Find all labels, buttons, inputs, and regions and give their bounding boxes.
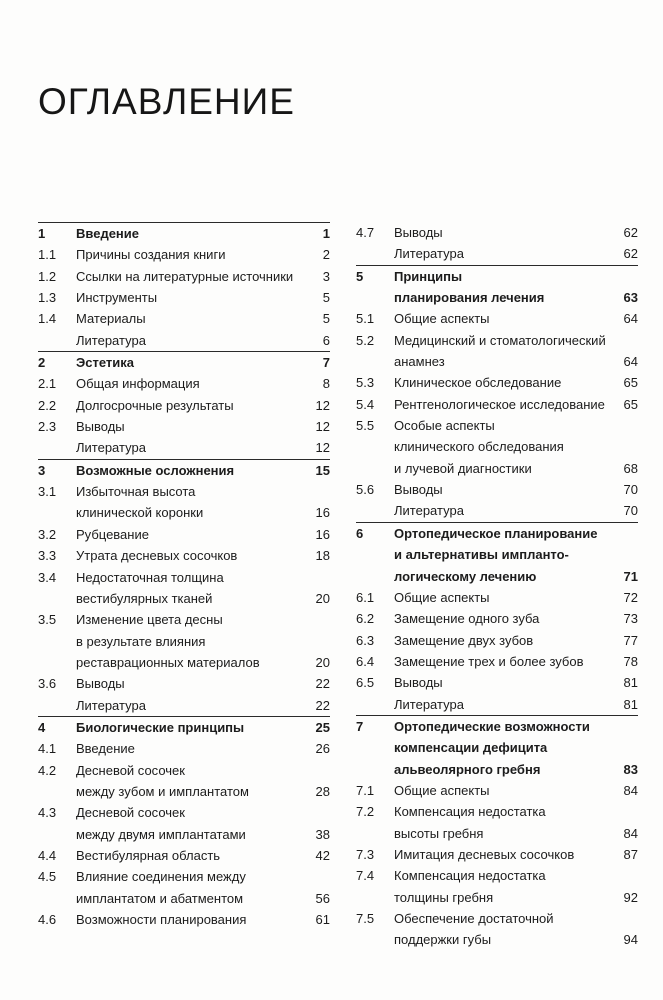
toc-entry-number: 4.4 bbox=[38, 847, 57, 863]
toc-entry-title-line: Биологические принципы bbox=[76, 719, 245, 735]
toc-entry-title-line: Ортопедические возможности bbox=[394, 718, 590, 734]
toc-entry-number: 3.5 bbox=[38, 612, 57, 628]
toc-entry-row bbox=[356, 651, 638, 672]
toc-entry-row bbox=[38, 287, 330, 308]
toc-entry-title bbox=[76, 266, 323, 287]
toc-entry-title-line: Материалы bbox=[76, 311, 146, 327]
toc-entry-title bbox=[76, 609, 316, 673]
toc-entry-page-number: 71 bbox=[623, 568, 638, 584]
toc-entry-title bbox=[394, 651, 624, 672]
toc-entry-title bbox=[76, 738, 316, 759]
toc-entry-title bbox=[394, 672, 624, 693]
toc-entry-title-line: Выводы bbox=[76, 419, 125, 435]
toc-entry-number: 6.5 bbox=[356, 675, 375, 691]
toc-entry-page-number: 15 bbox=[315, 462, 330, 478]
toc-entry-title-line: Особые аспекты bbox=[394, 418, 495, 434]
toc-entry-page-number: 84 bbox=[623, 782, 638, 798]
toc-entry-number: 5.6 bbox=[356, 482, 375, 498]
toc-entry-row bbox=[356, 415, 638, 479]
toc-entry-title bbox=[394, 780, 624, 801]
toc-entry-title bbox=[394, 500, 624, 521]
toc-entry-page-number: 5 bbox=[322, 290, 330, 306]
toc-entry-page-number: 78 bbox=[623, 653, 638, 669]
toc-entry-title-line: Влияние соединения между bbox=[76, 869, 246, 885]
toc-chapter-row bbox=[356, 715, 638, 780]
toc-entry-title bbox=[76, 481, 316, 524]
toc-entry-title bbox=[394, 266, 624, 309]
toc-entry-page-number: 6 bbox=[322, 332, 330, 348]
toc-entry-page-number: 92 bbox=[623, 889, 638, 905]
toc-entry-page-number: 68 bbox=[623, 460, 638, 476]
toc-entry-row bbox=[356, 801, 638, 844]
toc-entry-page-number: 16 bbox=[315, 526, 330, 542]
toc-entry-number: 4.5 bbox=[38, 869, 57, 885]
toc-entry-page-number: 26 bbox=[315, 741, 330, 757]
toc-entry-title-line: в результате влияния bbox=[76, 633, 206, 649]
toc-entry-page-number: 2 bbox=[322, 247, 330, 263]
toc-entry-page-number: 87 bbox=[623, 846, 638, 862]
toc-entry-title bbox=[76, 330, 323, 351]
toc-entry-title-line: Общие аспекты bbox=[394, 311, 490, 327]
toc-entry-page-number: 72 bbox=[623, 589, 638, 605]
toc-entry-number: 2.1 bbox=[38, 376, 57, 392]
toc-entry-title-line: Общая информация bbox=[76, 376, 200, 392]
toc-entry-title-line: Эстетика bbox=[76, 355, 134, 371]
toc-entry-row bbox=[38, 244, 330, 265]
toc-entry-title bbox=[394, 908, 624, 951]
toc-entry-number: 4 bbox=[38, 719, 46, 735]
toc-entry-row bbox=[356, 865, 638, 908]
toc-entry-title bbox=[76, 223, 323, 244]
toc-entry-row bbox=[38, 437, 330, 458]
toc-chapter-row bbox=[38, 716, 330, 738]
toc-entry-title bbox=[394, 330, 624, 373]
page-title: ОГЛАВЛЕНИЕ bbox=[38, 80, 295, 122]
toc-entry-title-line: Десневой сосочек bbox=[76, 805, 185, 821]
toc-entry-row bbox=[38, 545, 330, 566]
toc-entry-number: 7.1 bbox=[356, 782, 375, 798]
toc-entry-title-line: Имитация десневых сосочков bbox=[394, 846, 575, 862]
toc-entry-title-line: логическому лечению bbox=[394, 568, 537, 584]
toc-entry-title-line: анамнез bbox=[394, 354, 445, 370]
toc-entry-title-line: реставрационных материалов bbox=[76, 654, 260, 670]
toc-entry-page-number: 64 bbox=[623, 354, 638, 370]
toc-entry-title bbox=[394, 415, 624, 479]
toc-entry-title-line: и альтернативы импланто- bbox=[394, 547, 569, 563]
toc-entry-row bbox=[38, 330, 330, 351]
toc-entry-title bbox=[76, 416, 316, 437]
toc-entry-title-line: Замещение двух зубов bbox=[394, 632, 534, 648]
toc-entry-title-line: Выводы bbox=[394, 482, 443, 498]
toc-entry-row bbox=[38, 609, 330, 673]
toc-entry-title-line: Замещение одного зуба bbox=[394, 611, 540, 627]
toc-entry-page-number: 83 bbox=[623, 761, 638, 777]
toc-entry-page-number: 22 bbox=[315, 697, 330, 713]
toc-entry-title-line: Компенсация недостатка bbox=[394, 804, 546, 820]
toc-entry-row bbox=[356, 672, 638, 693]
toc-entry-row bbox=[38, 866, 330, 909]
toc-right-column bbox=[356, 222, 638, 951]
toc-entry-row bbox=[38, 416, 330, 437]
toc-entry-row bbox=[356, 630, 638, 651]
toc-entry-number: 1 bbox=[38, 226, 46, 241]
toc-entry-page-number: 64 bbox=[623, 311, 638, 327]
toc-entry-title bbox=[394, 523, 624, 587]
toc-entry-number: 1.4 bbox=[38, 311, 57, 327]
toc-chapter-row bbox=[38, 222, 330, 244]
toc-entry-title-line: Ортопедическое планирование bbox=[394, 525, 598, 541]
toc-entry-number: 7.3 bbox=[356, 846, 375, 862]
toc-entry-page-number: 81 bbox=[623, 696, 638, 712]
toc-entry-title-line: имплантатом и абатментом bbox=[76, 890, 244, 906]
toc-entry-row bbox=[38, 266, 330, 287]
toc-chapter-row bbox=[356, 265, 638, 309]
toc-entry-row bbox=[38, 673, 330, 694]
toc-entry-title-line: Введение bbox=[76, 741, 135, 757]
toc-entry-page-number: 12 bbox=[315, 440, 330, 456]
toc-entry-title bbox=[394, 479, 624, 500]
toc-entry-row bbox=[356, 372, 638, 393]
toc-entry-row bbox=[356, 908, 638, 951]
toc-entry-title-line: Изменение цвета десны bbox=[76, 612, 223, 628]
toc-entry-page-number: 63 bbox=[623, 290, 638, 306]
toc-entry-title-line: Рубцевание bbox=[76, 526, 149, 542]
toc-entry-page-number: 20 bbox=[315, 590, 330, 606]
toc-entry-title bbox=[76, 845, 316, 866]
toc-entry-title-line: Общие аспекты bbox=[394, 589, 490, 605]
toc-entry-page-number: 62 bbox=[623, 225, 638, 240]
toc-entry-title-line: Утрата десневых сосочков bbox=[76, 548, 238, 564]
toc-entry-title bbox=[76, 437, 316, 458]
toc-entry-row bbox=[38, 695, 330, 716]
toc-entry-number: 5.2 bbox=[356, 332, 375, 348]
toc-entry-row bbox=[38, 308, 330, 329]
toc-entry-page-number: 65 bbox=[623, 375, 638, 391]
toc-entry-number: 1.2 bbox=[38, 268, 57, 284]
toc-entry-title bbox=[76, 760, 316, 803]
toc-entry-number: 5.1 bbox=[356, 311, 375, 327]
toc-entry-title-line: Литература bbox=[394, 503, 464, 519]
toc-entry-number: 2 bbox=[38, 355, 46, 371]
toc-entry-title bbox=[76, 524, 316, 545]
toc-entry-row bbox=[356, 222, 638, 243]
toc-entry-number: 3.2 bbox=[38, 526, 57, 542]
toc-entry-title-line: Медицинский и стоматологический bbox=[394, 332, 606, 348]
toc-entry-row bbox=[38, 760, 330, 803]
toc-entry-number: 6 bbox=[356, 525, 364, 541]
toc-entry-number: 4.3 bbox=[38, 805, 57, 821]
toc-entry-title bbox=[76, 395, 316, 416]
toc-entry-row bbox=[38, 802, 330, 845]
toc-entry-title bbox=[394, 865, 624, 908]
toc-entry-page-number: 56 bbox=[315, 890, 330, 906]
toc-entry-number: 5.4 bbox=[356, 396, 375, 412]
toc-entry-page-number: 3 bbox=[322, 268, 330, 284]
toc-entry-title-line: Введение bbox=[76, 226, 139, 241]
toc-entry-title bbox=[394, 222, 624, 243]
toc-entry-row bbox=[38, 373, 330, 394]
toc-entry-title-line: альвеолярного гребня bbox=[394, 761, 541, 777]
toc-entry-title-line: Литература bbox=[394, 246, 464, 262]
toc-entry-row bbox=[356, 243, 638, 264]
toc-entry-title-line: компенсации дефицита bbox=[394, 740, 548, 756]
toc-entry-row bbox=[38, 738, 330, 759]
toc-entry-title-line: вестибулярных тканей bbox=[76, 590, 213, 606]
toc-entry-row bbox=[356, 694, 638, 715]
toc-entry-title bbox=[394, 243, 624, 264]
toc-entry-title-line: Десневой сосочек bbox=[76, 762, 185, 778]
toc-entry-page-number: 28 bbox=[315, 783, 330, 799]
toc-entry-title bbox=[394, 716, 624, 780]
toc-entry-title-line: Выводы bbox=[76, 676, 125, 692]
toc-chapter-row bbox=[356, 522, 638, 587]
toc-entry-number: 4.1 bbox=[38, 741, 57, 757]
toc-entry-row bbox=[38, 481, 330, 524]
toc-chapter-row bbox=[38, 459, 330, 481]
toc-entry-title bbox=[76, 460, 316, 481]
toc-entry-title-line: толщины гребня bbox=[394, 889, 494, 905]
toc-entry-title-line: Ссылки на литературные источники bbox=[76, 268, 294, 284]
toc-entry-title-line: Долгосрочные результаты bbox=[76, 397, 234, 413]
toc-entry-number: 3 bbox=[38, 462, 46, 478]
toc-entry-number: 4.7 bbox=[356, 225, 375, 240]
toc-entry-page-number: 70 bbox=[623, 503, 638, 519]
toc-entry-row bbox=[356, 330, 638, 373]
toc-entry-page-number: 12 bbox=[315, 419, 330, 435]
toc-entry-title bbox=[76, 567, 316, 610]
toc-entry-title bbox=[394, 694, 624, 715]
toc-entry-row bbox=[38, 524, 330, 545]
toc-entry-title-line: Выводы bbox=[394, 675, 443, 691]
toc-entry-title bbox=[394, 394, 624, 415]
toc-entry-number: 3.3 bbox=[38, 548, 57, 564]
toc-entry-title-line: поддержки губы bbox=[394, 932, 492, 948]
toc-entry-page-number: 61 bbox=[315, 912, 330, 927]
toc-entry-page-number: 70 bbox=[623, 482, 638, 498]
toc-entry-title-line: Вестибулярная область bbox=[76, 847, 221, 863]
toc-entry-number: 3.4 bbox=[38, 569, 57, 585]
toc-entry-title-line: клинического обследования bbox=[394, 439, 564, 455]
toc-entry-number: 7.5 bbox=[356, 911, 375, 926]
toc-entry-title bbox=[76, 373, 323, 394]
toc-entry-title bbox=[76, 308, 323, 329]
toc-entry-title-line: Обеспечение достаточной bbox=[394, 911, 554, 926]
toc-entry-title bbox=[394, 630, 624, 651]
toc-entry-number: 7.2 bbox=[356, 804, 375, 820]
toc-entry-number: 6.3 bbox=[356, 632, 375, 648]
toc-entry-number: 5.5 bbox=[356, 418, 375, 434]
toc-entry-number: 4.6 bbox=[38, 912, 57, 927]
toc-entry-page-number: 20 bbox=[315, 654, 330, 670]
toc-entry-title-line: Принципы bbox=[394, 268, 463, 284]
toc-entry-title-line: Возможности планирования bbox=[76, 912, 247, 927]
toc-entry-row bbox=[356, 394, 638, 415]
toc-entry-title-line: Литература bbox=[394, 696, 464, 712]
toc-entry-title-line: Возможные осложнения bbox=[76, 462, 235, 478]
toc-entry-row bbox=[356, 844, 638, 865]
toc-entry-title bbox=[76, 287, 323, 308]
toc-entry-title bbox=[76, 352, 323, 373]
toc-entry-number: 3.1 bbox=[38, 484, 57, 500]
toc-entry-title-line: Клиническое обследование bbox=[394, 375, 562, 391]
toc-entry-page-number: 22 bbox=[315, 676, 330, 692]
toc-entry-title bbox=[394, 372, 624, 393]
toc-entry-page-number: 16 bbox=[315, 505, 330, 521]
toc-entry-title-line: высоты гребня bbox=[394, 825, 484, 841]
toc-entry-row bbox=[38, 909, 330, 930]
toc-entry-page-number: 42 bbox=[315, 847, 330, 863]
toc-entry-title bbox=[394, 844, 624, 865]
toc-entry-title bbox=[76, 802, 316, 845]
toc-entry-page-number: 73 bbox=[623, 611, 638, 627]
toc-entry-number: 6.4 bbox=[356, 653, 375, 669]
toc-entry-number: 4.2 bbox=[38, 762, 57, 778]
toc-entry-title bbox=[76, 717, 316, 738]
toc-entry-number: 3.6 bbox=[38, 676, 57, 692]
toc-entry-number: 7.4 bbox=[356, 868, 375, 884]
toc-entry-title bbox=[76, 695, 316, 716]
toc-entry-page-number: 18 bbox=[315, 548, 330, 564]
toc-chapter-row bbox=[38, 351, 330, 373]
toc-entry-number: 6.1 bbox=[356, 589, 375, 605]
toc-entry-title-line: Компенсация недостатка bbox=[394, 868, 546, 884]
toc-entry-title-line: клинической коронки bbox=[76, 505, 204, 521]
toc-entry-page-number: 12 bbox=[315, 397, 330, 413]
toc-entry-title-line: Недостаточная толщина bbox=[76, 569, 224, 585]
toc-entry-number: 2.2 bbox=[38, 397, 57, 413]
toc-entry-row bbox=[356, 780, 638, 801]
toc-entry-page-number: 65 bbox=[623, 396, 638, 412]
toc-entry-title bbox=[394, 608, 624, 629]
toc-entry-title bbox=[394, 587, 624, 608]
toc-entry-number: 1.3 bbox=[38, 290, 57, 306]
toc-entry-title-line: Общие аспекты bbox=[394, 782, 490, 798]
toc-entry-page-number: 38 bbox=[315, 826, 330, 842]
toc-entry-number: 6.2 bbox=[356, 611, 375, 627]
toc-entry-title-line: между зубом и имплантатом bbox=[76, 783, 249, 799]
toc-entry-row bbox=[38, 567, 330, 610]
toc-entry-title-line: Замещение трех и более зубов bbox=[394, 653, 584, 669]
toc-entry-page-number: 5 bbox=[322, 311, 330, 327]
toc-entry-row bbox=[38, 845, 330, 866]
toc-entry-page-number: 1 bbox=[322, 226, 330, 241]
toc-entry-title-line: между двумя имплантатами bbox=[76, 826, 246, 842]
toc-entry-title bbox=[76, 673, 316, 694]
toc-entry-title-line: Причины создания книги bbox=[76, 247, 226, 263]
toc-entry-row bbox=[356, 587, 638, 608]
toc-entry-title-line: Инструменты bbox=[76, 290, 158, 306]
toc-entry-row bbox=[356, 308, 638, 329]
toc-entry-page-number: 81 bbox=[623, 675, 638, 691]
toc-entry-title-line: и лучевой диагностики bbox=[394, 460, 532, 476]
toc-entry-number: 5.3 bbox=[356, 375, 375, 391]
toc-entry-title-line: планирования лечения bbox=[394, 290, 545, 306]
toc-entry-page-number: 25 bbox=[315, 719, 330, 735]
toc-entry-title-line: Литература bbox=[76, 332, 146, 348]
toc-entry-title-line: Литература bbox=[76, 440, 146, 456]
toc-entry-row bbox=[356, 500, 638, 521]
toc-entry-row bbox=[356, 608, 638, 629]
toc-entry-page-number: 94 bbox=[623, 932, 638, 948]
toc-entry-page-number: 77 bbox=[623, 632, 638, 648]
toc-entry-page-number: 84 bbox=[623, 825, 638, 841]
toc-entry-title-line: Рентгенологическое исследование bbox=[394, 396, 605, 412]
toc-entry-page-number: 62 bbox=[623, 246, 638, 262]
toc-entry-number: 5 bbox=[356, 268, 364, 284]
toc-entry-number: 1.1 bbox=[38, 247, 57, 263]
toc-entry-title bbox=[394, 801, 624, 844]
toc-entry-number: 2.3 bbox=[38, 419, 57, 435]
toc-entry-number: 7 bbox=[356, 718, 364, 734]
toc-entry-title bbox=[76, 244, 323, 265]
toc-entry-row bbox=[356, 479, 638, 500]
toc-entry-title bbox=[76, 909, 316, 930]
toc-entry-title-line: Литература bbox=[76, 697, 146, 713]
toc-entry-title bbox=[394, 308, 624, 329]
toc-left-column bbox=[38, 222, 330, 930]
toc-entry-title bbox=[76, 866, 316, 909]
toc-entry-title-line: Выводы bbox=[394, 225, 443, 240]
toc-entry-page-number: 8 bbox=[322, 376, 330, 392]
toc-entry-title-line: Избыточная высота bbox=[76, 484, 196, 500]
toc-entry-title bbox=[76, 545, 316, 566]
toc-entry-page-number: 7 bbox=[322, 355, 330, 371]
toc-entry-row bbox=[38, 395, 330, 416]
